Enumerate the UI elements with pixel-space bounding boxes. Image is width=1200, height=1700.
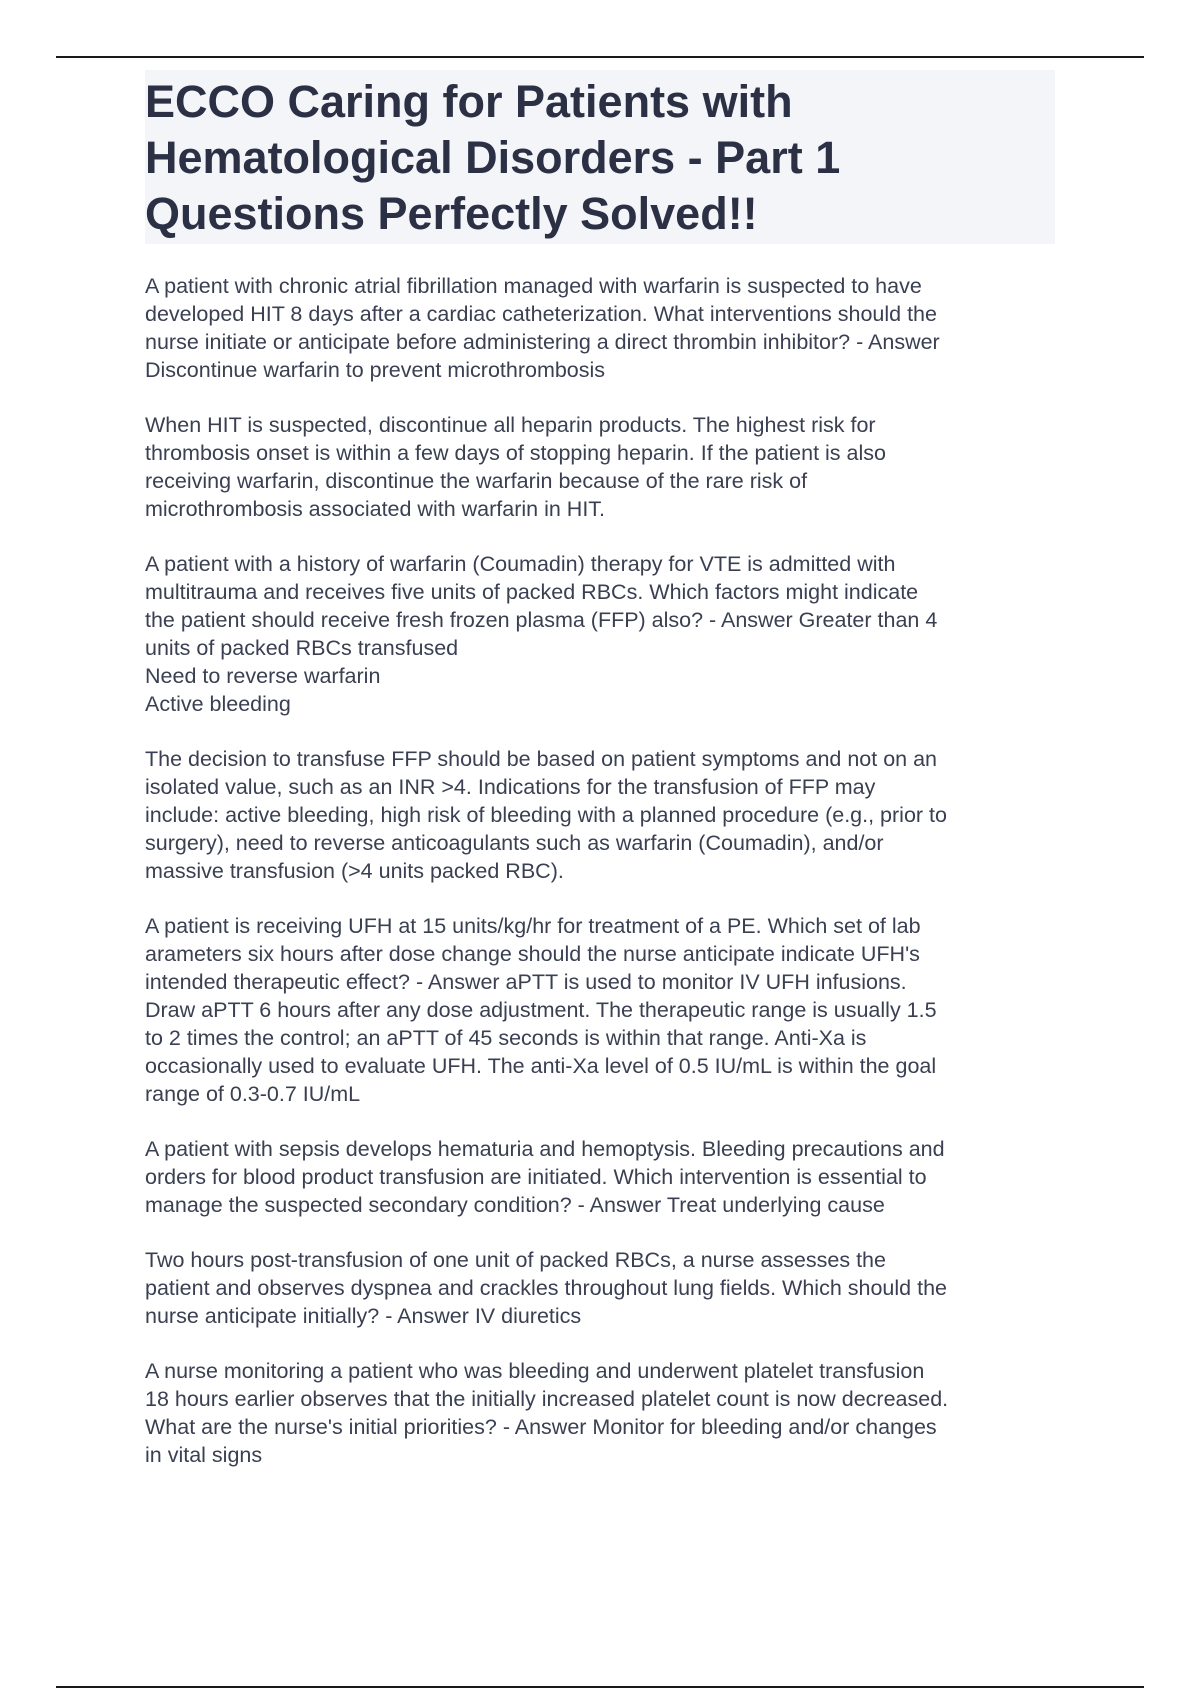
paragraph-line: nurse initiate or anticipate before administering a direct thrombin inhibitor? - Answer: [145, 330, 940, 354]
title-line: Hematological Disorders - Part 1: [145, 132, 841, 183]
paragraph-line: A patient is receiving UFH at 15 units/kg/hr for treatment of a PE. Which set of lab: [145, 914, 921, 938]
paragraph-line: arameters six hours after dose change should the nurse anticipate indicate UFH's: [145, 942, 920, 966]
paragraph-line: isolated value, such as an INR >4. Indications for the transfusion of FFP may: [145, 775, 876, 799]
paragraph-line: Need to reverse warfarin: [145, 664, 381, 688]
bottom-divider: [56, 1686, 1144, 1688]
paragraph-line: surgery), need to reverse anticoagulants such as warfarin (Coumadin), and/or: [145, 831, 884, 855]
paragraph-line: units of packed RBCs transfused: [145, 636, 459, 660]
paragraph-line: occasionally used to evaluate UFH. The anti-Xa level of 0.5 IU/mL is within the goal: [145, 1054, 937, 1078]
paragraph-line: developed HIT 8 days after a cardiac catheterization. What interventions should the: [145, 302, 937, 326]
paragraph-line: Discontinue warfarin to prevent microthrombosis: [145, 358, 606, 382]
paragraph-line: to 2 times the control; an aPTT of 45 seconds is within that range. Anti-Xa is: [145, 1026, 867, 1050]
paragraph-line: A patient with chronic atrial fibrillation managed with warfarin is suspected to have: [145, 274, 922, 298]
question-list: [145, 272, 1055, 1469]
paragraph-line: range of 0.3-0.7 IU/mL: [145, 1082, 361, 1106]
title-line: ECCO Caring for Patients with: [145, 76, 793, 127]
qa-paragraph: [145, 550, 1055, 718]
paragraph-line: 18 hours earlier observes that the initially increased platelet count is now decreased.: [145, 1387, 949, 1411]
qa-paragraph: [145, 912, 1055, 1108]
paragraph-line: massive transfusion (>4 units packed RBC).: [145, 859, 564, 883]
paragraph-line: microthrombosis associated with warfarin in HIT.: [145, 497, 606, 521]
paragraph-line: orders for blood product transfusion are initiated. Which intervention is essential to: [145, 1165, 927, 1189]
paragraph-line: the patient should receive fresh frozen plasma (FFP) also? - Answer Greater than 4: [145, 608, 938, 632]
paragraph-line: intended therapeutic effect? - Answer aPTT is used to monitor IV UFH infusions.: [145, 970, 907, 994]
paragraph-line: A patient with sepsis develops hematuria and hemoptysis. Bleeding precautions and: [145, 1137, 945, 1161]
paragraph-line: include: active bleeding, high risk of bleeding with a planned procedure (e.g., prior to: [145, 803, 947, 827]
qa-paragraph: [145, 1135, 1055, 1219]
paragraph-line: multitrauma and receives five units of packed RBCs. Which factors might indicate: [145, 580, 919, 604]
qa-paragraph: [145, 272, 1055, 384]
paragraph-line: Two hours post-transfusion of one unit of packed RBCs, a nurse assesses the: [145, 1248, 886, 1272]
paragraph-line: What are the nurse's initial priorities? - Answer Monitor for bleeding and/or changes: [145, 1415, 937, 1439]
top-divider: [56, 56, 1144, 58]
document-body: [145, 70, 1055, 1496]
paragraph-line: in vital signs: [145, 1443, 263, 1467]
paragraph-line: receiving warfarin, discontinue the warfarin because of the rare risk of: [145, 469, 808, 493]
paragraph-line: Active bleeding: [145, 692, 291, 716]
title-line: Questions Perfectly Solved!!: [145, 188, 758, 239]
paragraph-line: When HIT is suspected, discontinue all heparin products. The highest risk for: [145, 413, 876, 437]
paragraph-line: A nurse monitoring a patient who was bleeding and underwent platelet transfusion: [145, 1359, 925, 1383]
paragraph-line: The decision to transfuse FFP should be based on patient symptoms and not on an: [145, 747, 938, 771]
paragraph-line: manage the suspected secondary condition? - Answer Treat underlying cause: [145, 1193, 885, 1217]
qa-paragraph: [145, 1357, 1055, 1469]
paragraph-line: thrombosis onset is within a few days of stopping heparin. If the patient is also: [145, 441, 886, 465]
paragraph-line: nurse anticipate initially? - Answer IV diuretics: [145, 1304, 582, 1328]
qa-paragraph: [145, 1246, 1055, 1330]
paragraph-line: Draw aPTT 6 hours after any dose adjustment. The therapeutic range is usually 1.5: [145, 998, 937, 1022]
paragraph-line: A patient with a history of warfarin (Coumadin) therapy for VTE is admitted with: [145, 552, 896, 576]
page-title: [145, 70, 1055, 244]
qa-paragraph: [145, 411, 1055, 523]
paragraph-line: patient and observes dyspnea and crackles throughout lung fields. Which should the: [145, 1276, 947, 1300]
qa-paragraph: [145, 745, 1055, 885]
